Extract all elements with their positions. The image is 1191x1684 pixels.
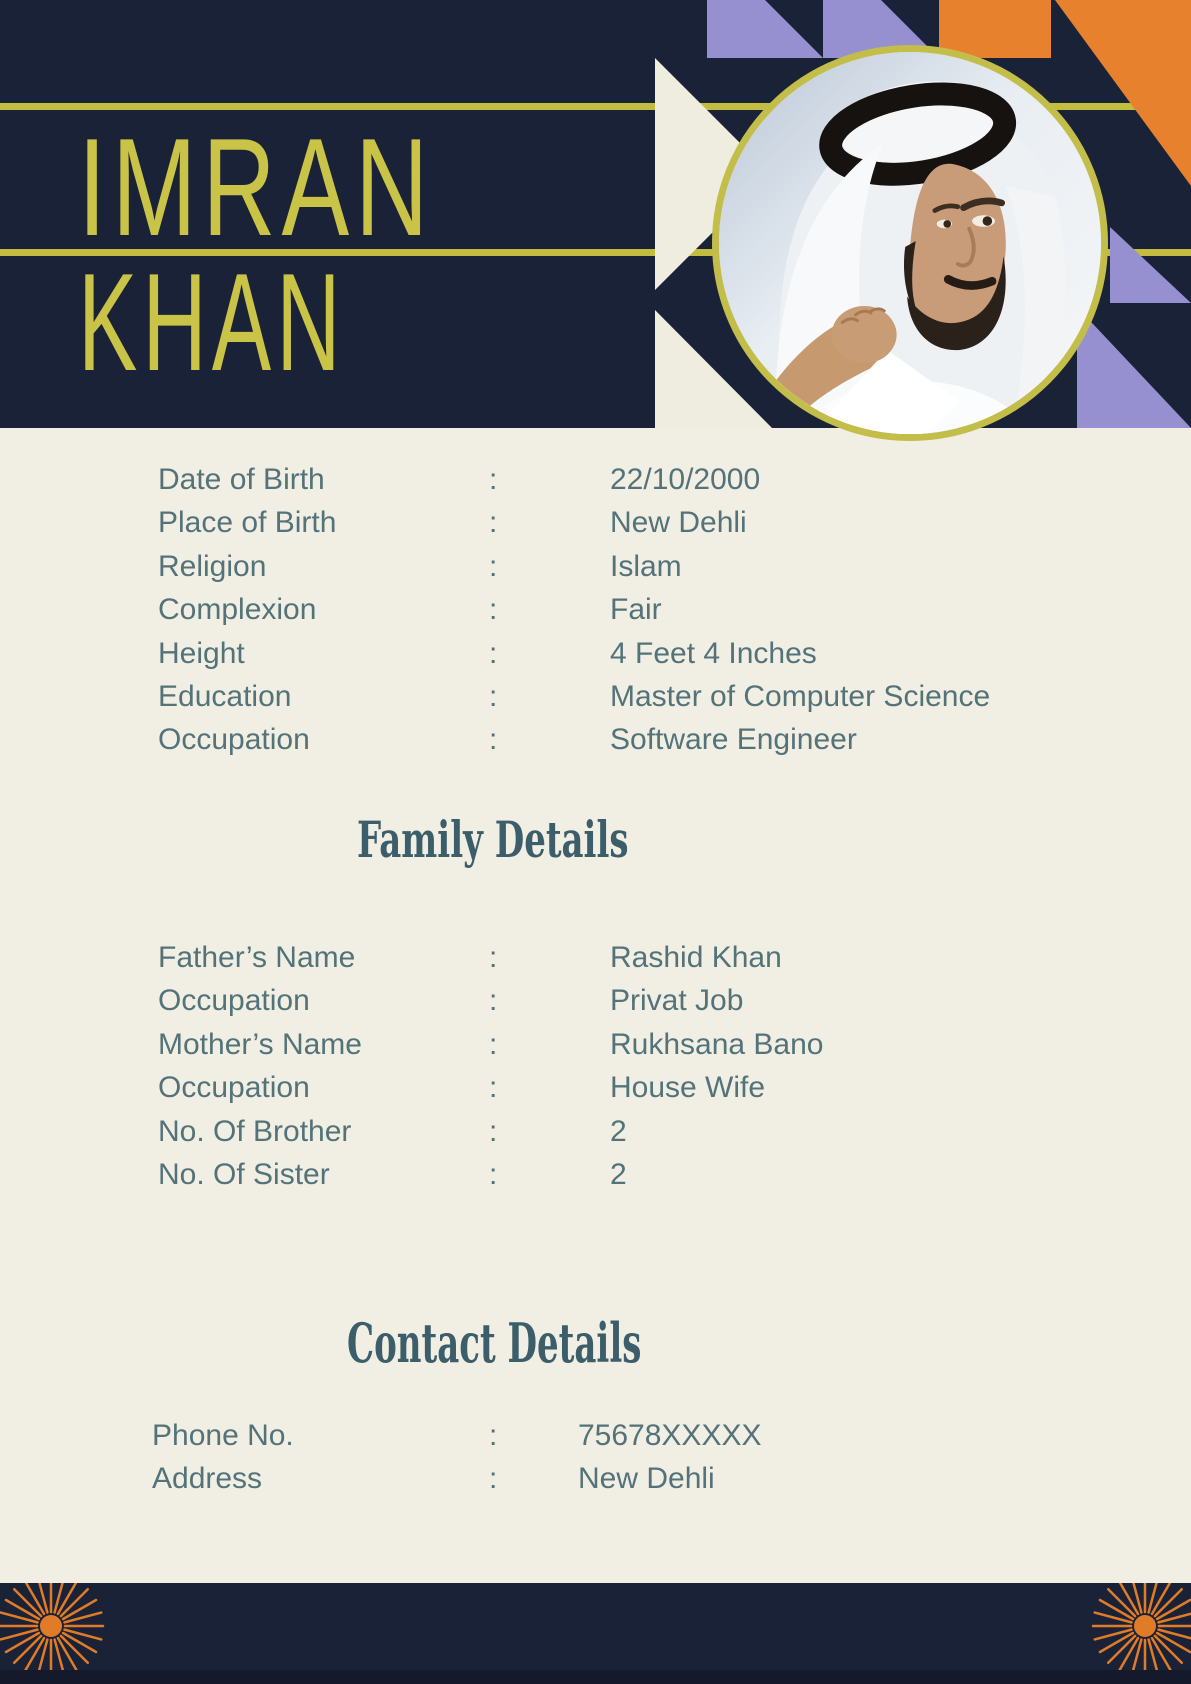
colon-separator: : (489, 463, 498, 496)
colon-separator: : (489, 679, 498, 713)
detail-row (0, 936, 1191, 979)
detail-value: 22/10/2000 (610, 463, 761, 496)
footer-edge-strip (0, 1670, 1191, 1684)
detail-row (0, 718, 1191, 761)
detail-label: No. Of Brother (158, 1114, 352, 1148)
detail-row (0, 1457, 1191, 1500)
detail-value: Software Engineer (610, 723, 857, 757)
detail-row (0, 1023, 1191, 1066)
detail-row (0, 1414, 1191, 1457)
colon-separator: : (489, 984, 498, 1018)
personal-details-section (0, 458, 1191, 762)
detail-value: Islam (610, 549, 682, 583)
detail-row (0, 501, 1191, 544)
detail-label: Mother’s Name (158, 1027, 362, 1061)
detail-label: No. Of Sister (158, 1157, 330, 1191)
detail-label: Address (152, 1462, 263, 1496)
colon-separator: : (489, 1114, 498, 1148)
detail-value: House Wife (610, 1071, 766, 1105)
detail-value: Fair (610, 593, 662, 627)
colon-separator: : (489, 941, 498, 974)
colon-separator: : (489, 1157, 498, 1191)
contact-details-section (0, 1414, 1191, 1501)
detail-row (0, 458, 1191, 501)
detail-value: 2 (610, 1114, 627, 1148)
last-name-title: KHAN (78, 245, 346, 400)
colon-separator: : (489, 1419, 498, 1452)
detail-label: Occupation (158, 984, 310, 1018)
detail-value: New Dehli (578, 1462, 715, 1496)
detail-value: 4 Feet 4 Inches (610, 636, 817, 670)
portrait-illustration (719, 52, 1101, 434)
detail-value: Master of Computer Science (610, 679, 991, 713)
colon-separator: : (489, 1027, 498, 1061)
detail-label: Religion (158, 549, 267, 583)
contact-details-heading: Contact Details (347, 1311, 642, 1375)
family-details-heading: Family Details (357, 810, 629, 869)
detail-label: Complexion (158, 593, 317, 627)
detail-label: Occupation (158, 1071, 310, 1105)
detail-label: Height (158, 636, 245, 670)
detail-value: New Dehli (610, 506, 747, 540)
colon-separator: : (489, 1071, 498, 1105)
first-name-title: IMRAN (78, 110, 435, 265)
starburst-icon (1093, 1583, 1191, 1678)
detail-row (0, 1066, 1191, 1109)
colon-separator: : (489, 636, 498, 670)
detail-value: 2 (610, 1157, 627, 1191)
detail-row (0, 1110, 1191, 1153)
detail-value: Rashid Khan (610, 941, 782, 974)
colon-separator: : (489, 506, 498, 540)
detail-row (0, 979, 1191, 1022)
colon-separator: : (489, 549, 498, 583)
detail-row (0, 1153, 1191, 1196)
detail-label: Father’s Name (158, 941, 356, 974)
footer-band (0, 1583, 1191, 1684)
colon-separator: : (489, 593, 498, 627)
profile-photo (712, 45, 1108, 441)
starburst-icon (0, 1583, 103, 1678)
detail-label: Date of Birth (158, 463, 325, 496)
colon-separator: : (489, 1462, 498, 1496)
detail-row (0, 545, 1191, 588)
detail-row (0, 675, 1191, 718)
detail-value: Privat Job (610, 984, 744, 1018)
detail-label: Occupation (158, 723, 310, 757)
detail-label: Place of Birth (158, 506, 337, 540)
detail-value: Rukhsana Bano (610, 1027, 824, 1061)
colon-separator: : (489, 723, 498, 757)
detail-row (0, 632, 1191, 675)
detail-label: Phone No. (152, 1419, 294, 1452)
detail-value: 75678XXXXX (578, 1419, 762, 1452)
detail-label: Education (158, 679, 292, 713)
family-details-section (0, 936, 1191, 1196)
detail-row (0, 588, 1191, 631)
